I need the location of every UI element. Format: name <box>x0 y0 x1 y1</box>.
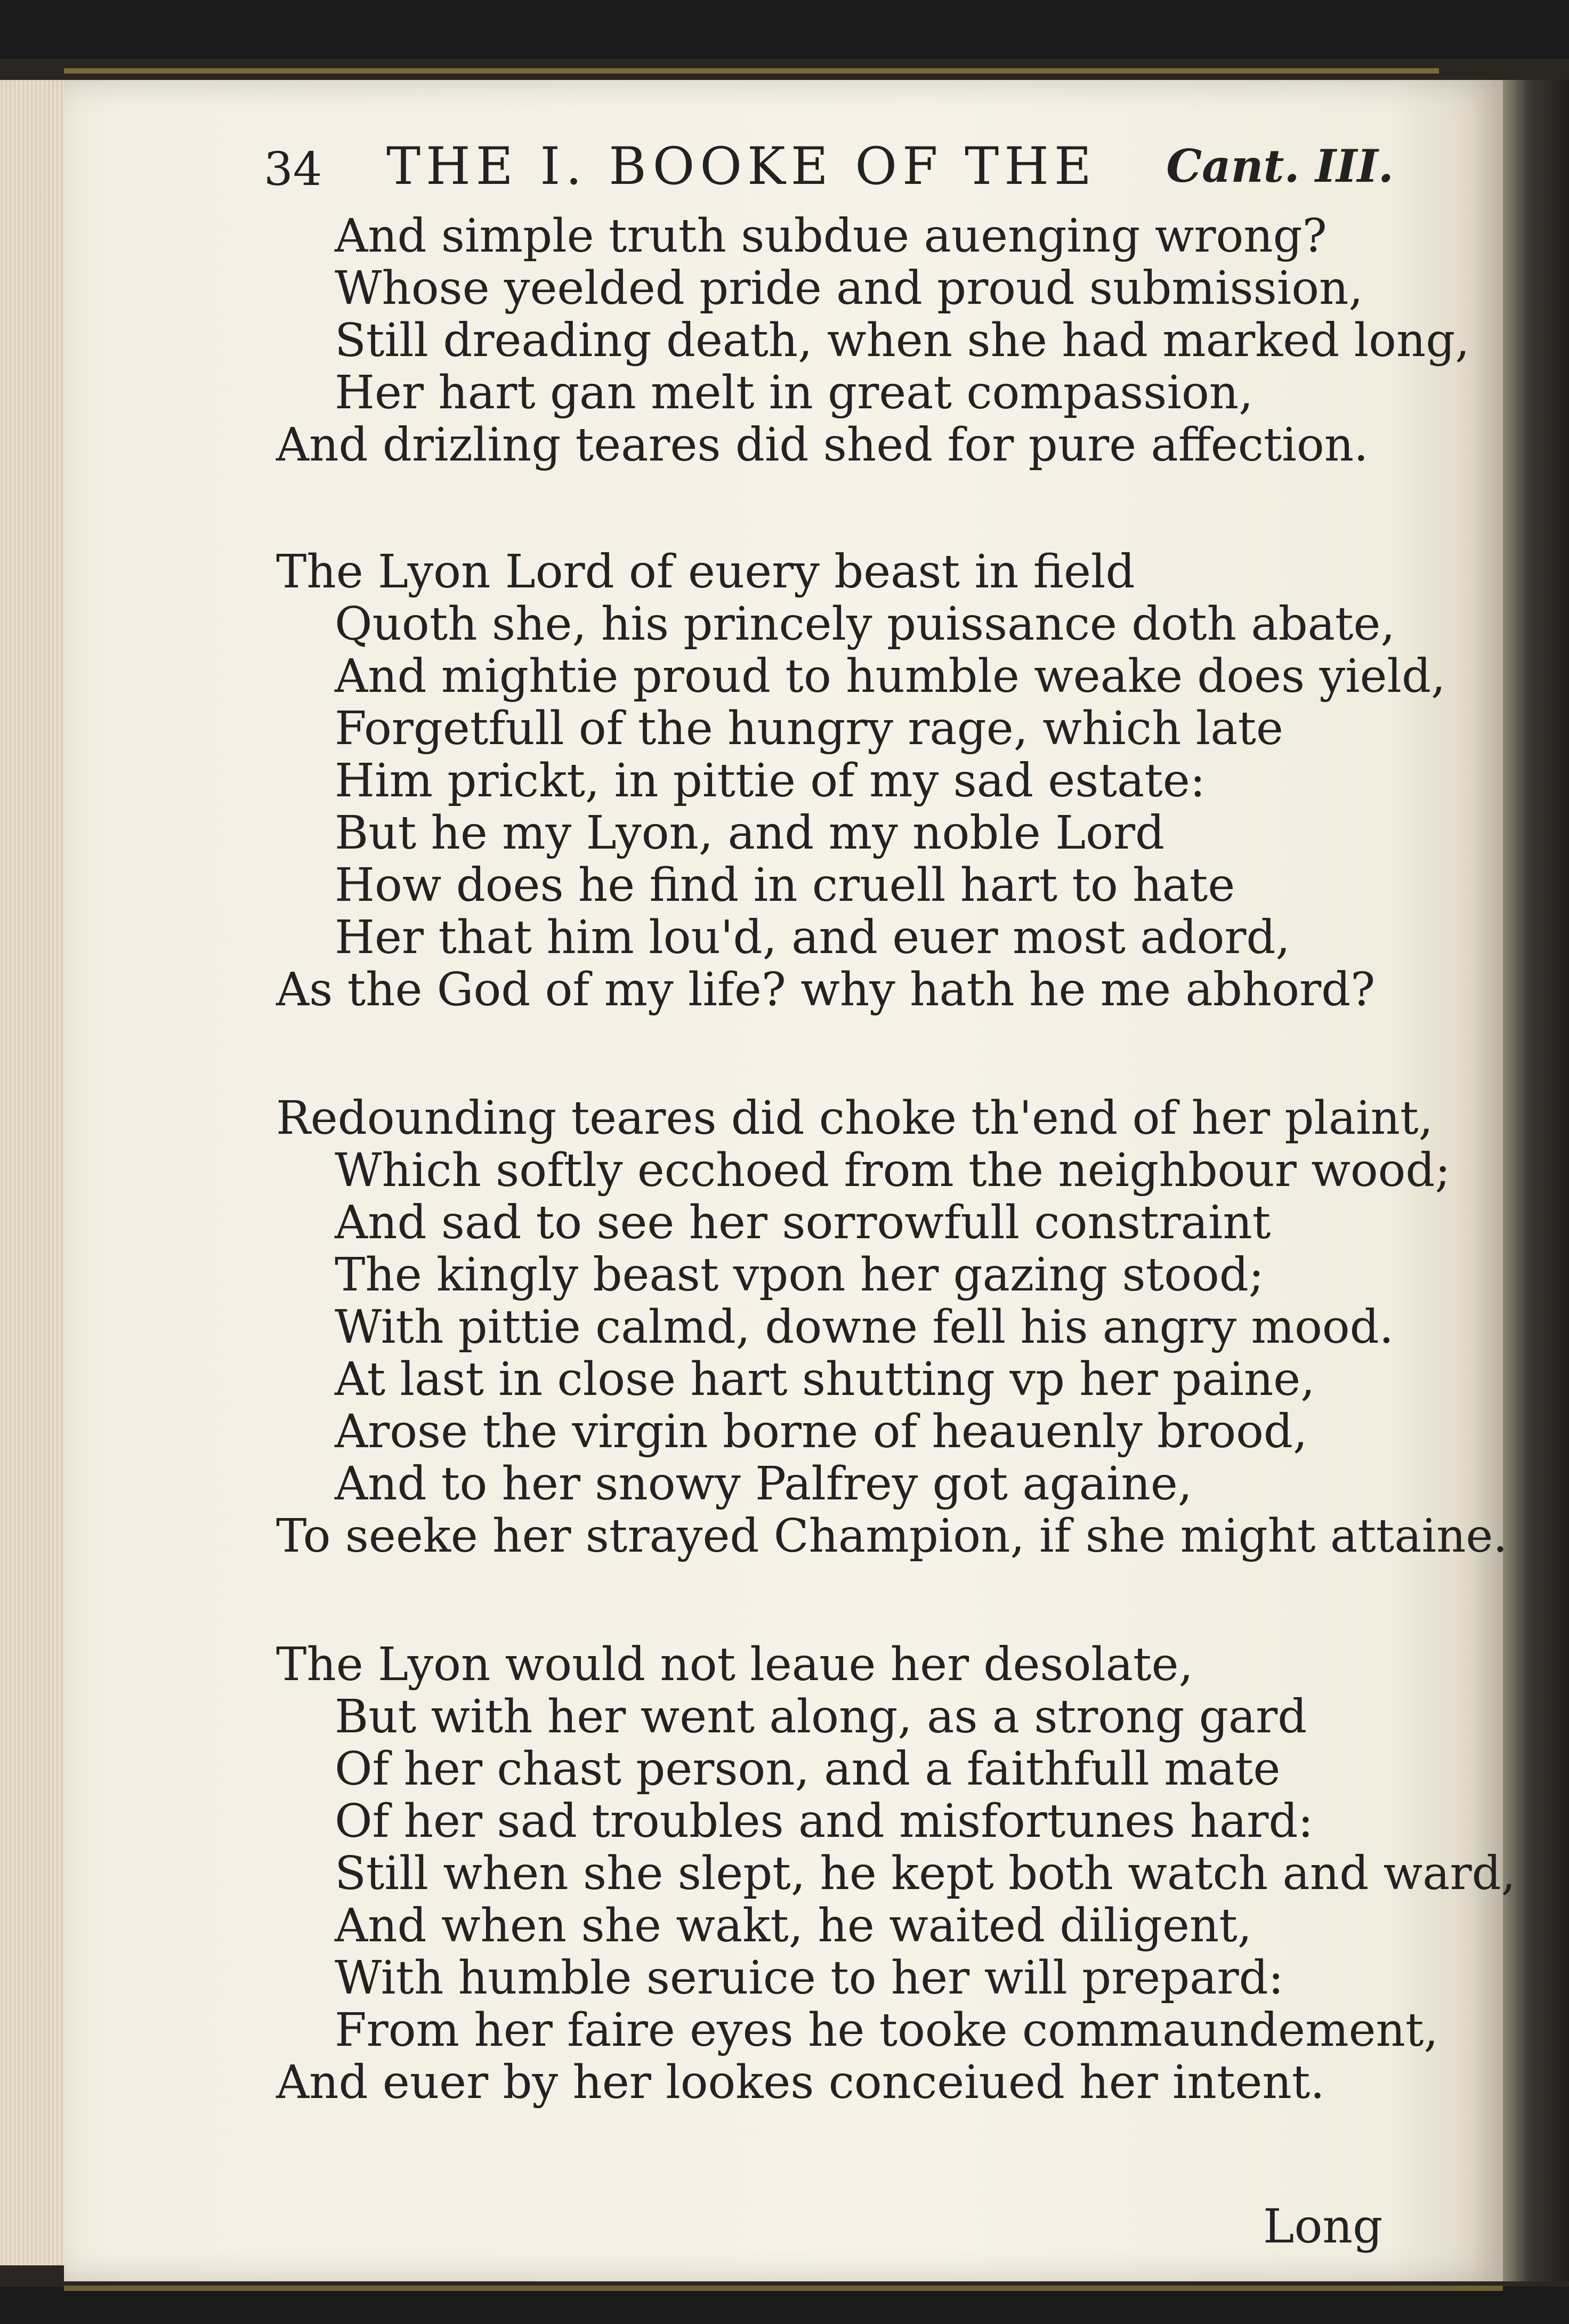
catchword: Long <box>1263 2199 1383 2254</box>
verse-line: Still when she slept, he kept both watch and ward, <box>335 1847 1516 1900</box>
book-spine-edge <box>1503 80 1569 2281</box>
verse-line: And to her snowy Palfrey got againe, <box>335 1457 1193 1511</box>
canto-label: Cant. III. <box>1166 140 1394 192</box>
verse-line: Quoth she, his princely puissance doth abate, <box>335 598 1395 651</box>
verse-line: The Lyon Lord of euery beast in field <box>276 545 1135 599</box>
verse-line: Her that him lou'd, and euer most adord, <box>335 911 1290 964</box>
verse-line: And euer by her lookes conceiued her intent. <box>276 2056 1325 2109</box>
verse-line: With humble seruice to her will prepard: <box>335 1951 1284 2005</box>
verse-line: How does he find in cruell hart to hate <box>335 859 1235 912</box>
verse-line: Forgetfull of the hungry rage, which late <box>335 702 1283 755</box>
verse-line: And simple truth subdue auenging wrong? <box>335 209 1327 263</box>
verse-line: With pittie calmd, downe fell his angry mood. <box>335 1301 1394 1354</box>
verse-line: At last in close hart shutting vp her paine, <box>335 1353 1315 1406</box>
running-header <box>264 132 1394 201</box>
bottom-edge-rule <box>64 2286 1503 2291</box>
verse-line: Him prickt, in pittie of my sad estate: <box>335 754 1206 808</box>
verse-line: Whose yeelded pride and proud submission, <box>335 262 1363 315</box>
verse-line: To seeke her strayed Champion, if she might attaine. <box>276 1510 1508 1563</box>
verse-line: The Lyon would not leaue her desolate, <box>276 1638 1193 1691</box>
verse-line: And when she wakt, he waited diligent, <box>335 1899 1252 1952</box>
page-number: 34 <box>264 143 322 196</box>
running-title: THE I. BOOKE OF THE <box>386 136 1097 196</box>
verse-line: Of her sad troubles and misfortunes hard: <box>335 1795 1314 1848</box>
verse-line: Still dreading death, when she had marked long, <box>335 314 1470 367</box>
top-edge-rule <box>64 68 1439 74</box>
verse-line: And drizling teares did shed for pure affection. <box>276 418 1369 472</box>
verse-line: Her hart gan melt in great compassion, <box>335 366 1253 419</box>
verse-line: Arose the virgin borne of heauenly brood, <box>335 1405 1308 1458</box>
verse-line: But with her went along, as a strong gard <box>335 1690 1307 1744</box>
verse-line: From her faire eyes he tooke commaundement, <box>335 2004 1438 2057</box>
verse-line: But he my Lyon, and my noble Lord <box>335 806 1165 860</box>
verse-line: As the God of my life? why hath he me abhord? <box>276 963 1376 1016</box>
verse-line: And sad to see her sorrowfull constraint <box>335 1196 1271 1249</box>
verse-line: The kingly beast vpon her gazing stood; <box>335 1248 1264 1302</box>
verse-line: Of her chast person, and a faithfull mate <box>335 1742 1281 1796</box>
verse-line: Which softly ecchoed from the neighbour wood; <box>335 1144 1451 1197</box>
page-edges-left <box>0 80 64 2265</box>
verse-line: And mightie proud to humble weake does yield, <box>335 650 1446 703</box>
verse-line: Redounding teares did choke th'end of her plaint, <box>276 1092 1433 1145</box>
